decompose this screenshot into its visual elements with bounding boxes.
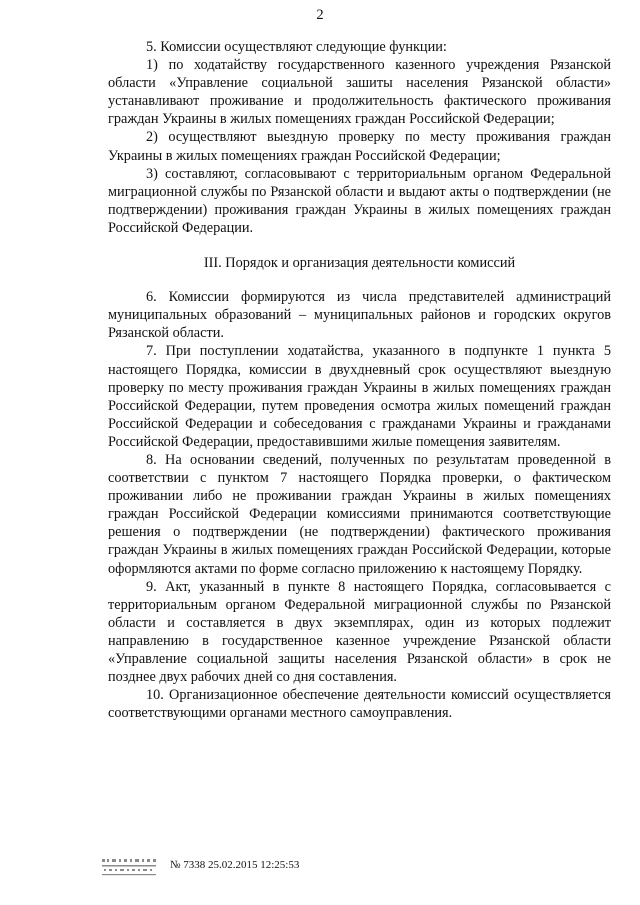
paragraph-7: 7. При поступлении ходатайства, указанного в подпункте 1 пункта 5 настоящего Порядка, комиссии в двухдневный срок осуществляют выездную проверку по месту проживания граждан Украины в жилых помещениях граждан Российской Федерации, путем проведения осмотра жилых помещений граждан Российской Федерации и собеседования с гражданами Украины и гражданами Российской Федерации, предоставившими жилые помещения заявителям. (108, 343, 611, 450)
paragraph-9: 9. Акт, указанный в пункте 8 настоящего Порядка, согласовывается с территориальным органом Федеральной миграционной службы по Рязанской области и составляется в двух экземплярах, один из которых подлежит направлению в государственное казенное учреждение Рязанской области «Управление социальной защиты населения Рязанской области» в срок не позднее двух рабочих дней со дня составления. (108, 578, 611, 686)
barcode-stamp-icon (100, 856, 160, 880)
page-number: 2 (316, 7, 324, 23)
registration-number: № 7338 25.02.2015 12:25:53 (170, 859, 300, 871)
paragraph-10: 10. Организационное обеспечение деятельности комиссий осуществляется соответствующими органами местного самоуправления. (108, 687, 611, 722)
paragraph-6: 6. Комиссии формируются из числа представителей администраций муниципальных образований – муниципальных районов и городских округов Рязанской области. (108, 289, 611, 342)
section-heading: III. Порядок и организация деятельности комиссий (203, 255, 516, 272)
paragraph-function-1: 1) по ходатайству государственного казенного учреждения Рязанской области «Управление социальной зашиты населения Рязанской области» устанавливают проживание и продолжительность фактического проживания граждан Украины в жилых помещениях граждан Российской Федерации; (108, 57, 611, 128)
paragraph-functions-intro: 5. Комиссии осуществляют следующие функции: (146, 39, 447, 55)
paragraph-function-3: 3) составляют, согласовывают с территориальным органом Федеральной миграционной службы по Рязанской области и выдают акты о подтверждении (не подтверждении) проживания граждан Украины в жилых помещениях граждан Российской Федерации. (108, 165, 611, 236)
paragraph-function-2: 2) осуществляют выездную проверку по месту проживания граждан Украины в жилых помещениях граждан Российской Федерации; (108, 129, 611, 164)
paragraph-8: 8. На основании сведений, полученных по результатам проведенной в соответствии с пунктом 7 настоящего Порядка проверки, о фактическом проживании либо не проживании граждан Украины в жилых помещениях граждан Российской Федерации комиссиями принимаются соответствующие решения о подтверждении (не подтверждении) фактического проживания граждан Украины в жилых помещениях граждан Российской Федерации, которые оформляются актами по форме согласно приложению к настоящему Порядку. (108, 451, 611, 577)
document-body (108, 38, 611, 722)
document-footer (100, 856, 360, 880)
